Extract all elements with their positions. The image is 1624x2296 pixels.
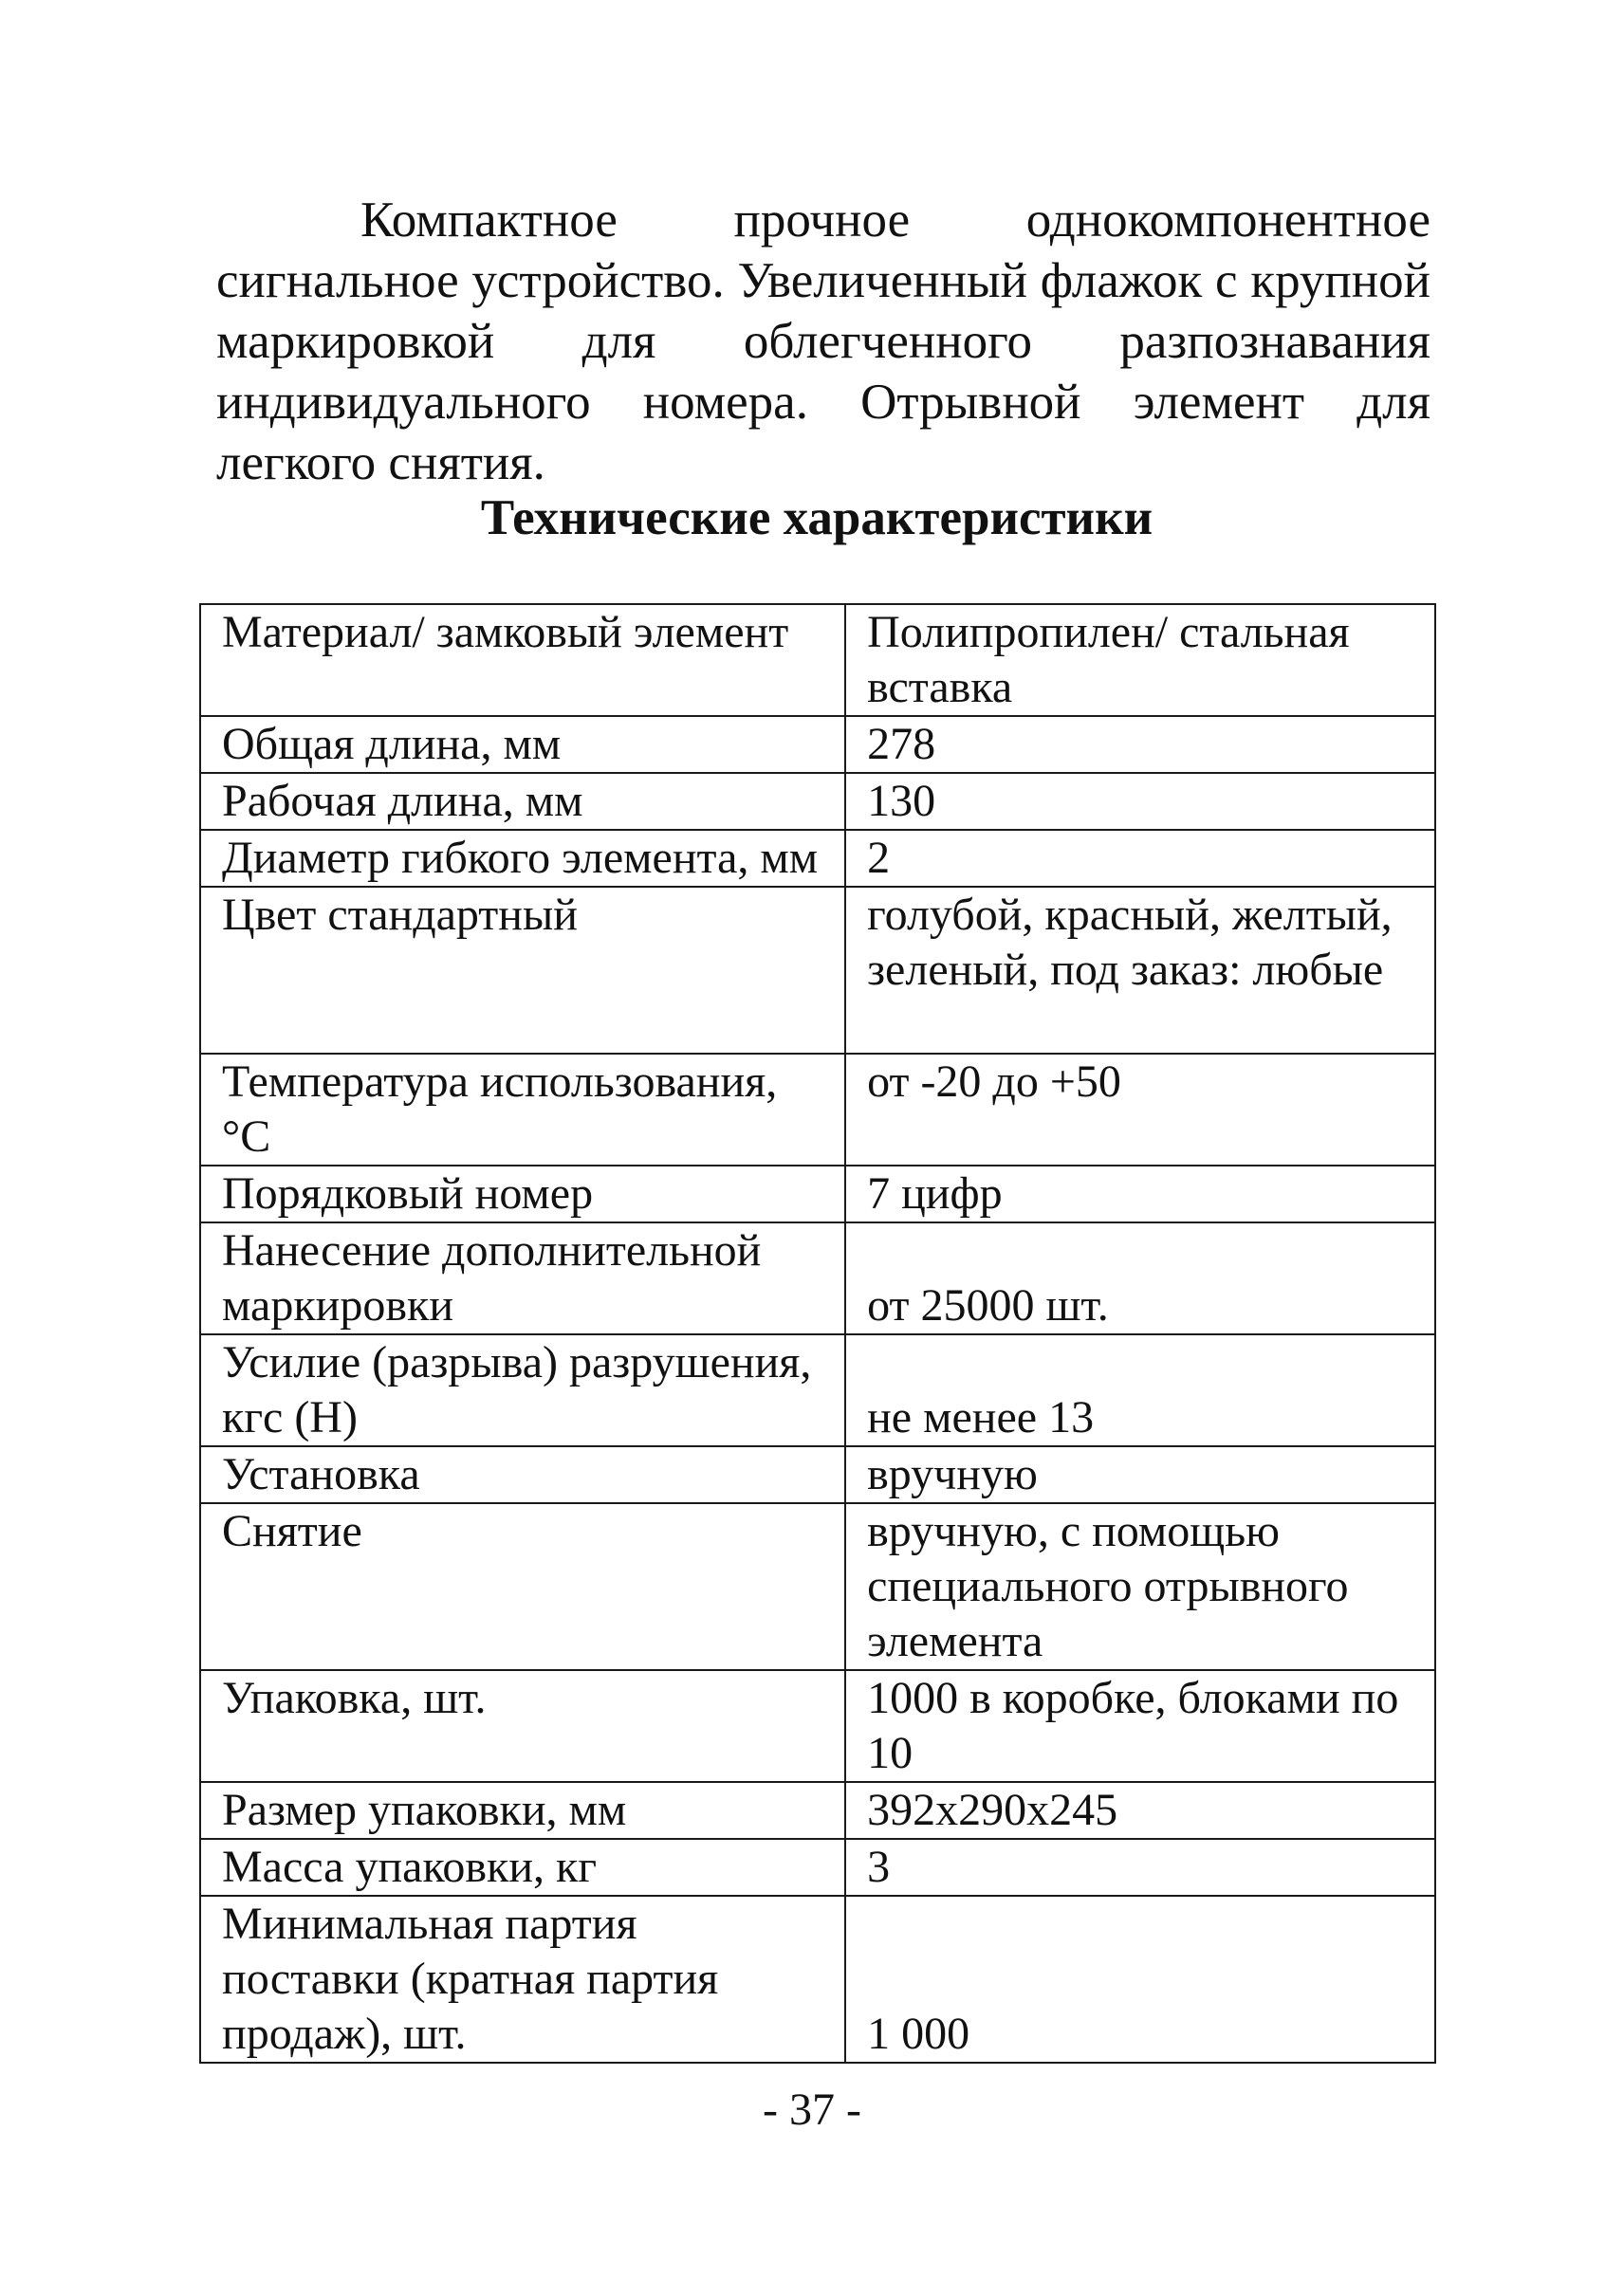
spec-value: от 25000 шт. — [845, 1222, 1435, 1334]
table-row — [200, 1839, 1435, 1896]
spec-label: Порядковый номер — [200, 1166, 845, 1222]
table-row — [200, 887, 1435, 1054]
spec-label: Диаметр гибкого элемента, мм — [200, 830, 845, 887]
spec-value: Полипропилен/ стальная вставка — [845, 604, 1435, 716]
spec-value: вручную — [845, 1446, 1435, 1503]
spec-label: Общая длина, мм — [200, 716, 845, 773]
table-row — [200, 1896, 1435, 2063]
spec-value: от -20 до +50 — [845, 1054, 1435, 1166]
spec-value: 3 — [845, 1839, 1435, 1896]
table-row — [200, 716, 1435, 773]
spec-label: Цвет стандартный — [200, 887, 845, 1054]
spec-label: Размер упаковки, мм — [200, 1782, 845, 1839]
spec-value: 392x290x245 — [845, 1782, 1435, 1839]
page-number: - 37 - — [763, 2085, 861, 2135]
table-row — [200, 1334, 1435, 1446]
spec-value: 1000 в коробке, блоками по 10 — [845, 1670, 1435, 1782]
table-row — [200, 1446, 1435, 1503]
spec-value: 130 — [845, 773, 1435, 830]
table-row — [200, 1166, 1435, 1222]
table-row — [200, 1782, 1435, 1839]
spec-label: Температура использования, °С — [200, 1054, 845, 1166]
spec-value: 278 — [845, 716, 1435, 773]
table-row — [200, 604, 1435, 716]
table-row — [200, 1503, 1435, 1670]
table-row — [200, 830, 1435, 887]
spec-value: голубой, красный, желтый, зеленый, под заказ: любые — [845, 887, 1435, 1054]
spec-value: 7 цифр — [845, 1166, 1435, 1222]
spec-label: Рабочая длина, мм — [200, 773, 845, 830]
spec-label: Установка — [200, 1446, 845, 1503]
section-title: Технические характеристики — [480, 490, 1153, 545]
table-row — [200, 1670, 1435, 1782]
spec-value: не менее 13 — [845, 1334, 1435, 1446]
intro-paragraph: Компактное прочное однокомпонентное сигнальное устройство. Увеличенный флажок с крупной маркировкой для облегченного разпознавания индивидуального номера. Отрывной элемент для легкого снятия. — [216, 193, 1430, 490]
table-row — [200, 1222, 1435, 1334]
spec-label: Минимальная партия поставки (кратная партия продаж), шт. — [200, 1896, 845, 2063]
spec-label: Масса упаковки, кг — [200, 1839, 845, 1896]
spec-value: вручную, с помощью специального отрывного элемента — [845, 1503, 1435, 1670]
spec-label: Материал/ замковый элемент — [200, 604, 845, 716]
spec-label: Усилие (разрыва) разрушения, кгс (Н) — [200, 1334, 845, 1446]
spec-value: 1 000 — [845, 1896, 1435, 2063]
spec-label: Снятие — [200, 1503, 845, 1670]
table-row — [200, 773, 1435, 830]
spec-label: Нанесение дополнительной маркировки — [200, 1222, 845, 1334]
table-row — [200, 1054, 1435, 1166]
specifications-table — [199, 603, 1436, 2064]
spec-value: 2 — [845, 830, 1435, 887]
spec-label: Упаковка, шт. — [200, 1670, 845, 1782]
